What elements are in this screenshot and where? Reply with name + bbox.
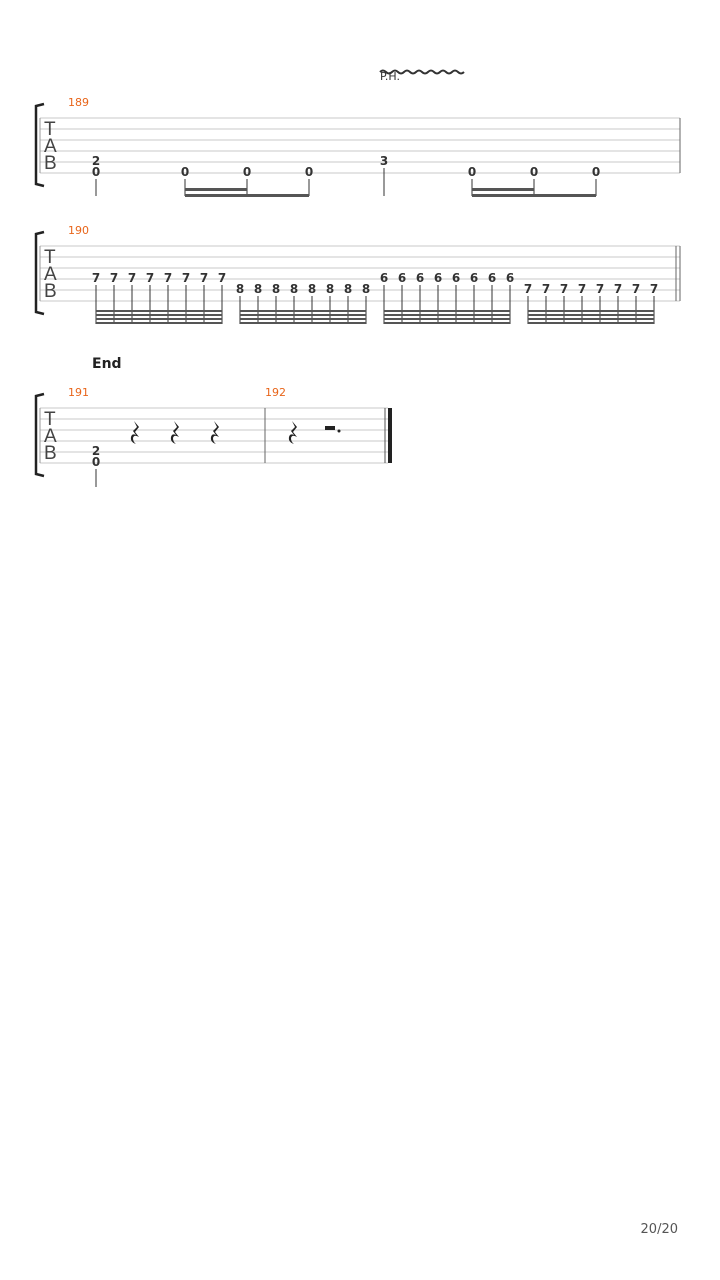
fret-number: 7 <box>127 271 137 285</box>
fret-number: 7 <box>595 282 605 296</box>
fret-number: 6 <box>469 271 479 285</box>
fret-number: 0 <box>91 455 101 469</box>
staff-system-1 <box>36 96 680 197</box>
tab-clef-b: B <box>44 281 57 302</box>
fret-number: 0 <box>242 165 252 179</box>
fret-number: 6 <box>451 271 461 285</box>
fret-number: 6 <box>487 271 497 285</box>
fret-number: 7 <box>181 271 191 285</box>
fret-number: 8 <box>307 282 317 296</box>
fret-number: 7 <box>145 271 155 285</box>
notes-bar-190-group-2 <box>236 282 370 296</box>
fret-number: 0 <box>304 165 314 179</box>
notes-bar-190-group-3 <box>380 271 514 285</box>
fret-number: 8 <box>343 282 353 296</box>
section-marker-end: End <box>92 356 122 372</box>
fret-number: 7 <box>631 282 641 296</box>
fret-number: 8 <box>361 282 371 296</box>
fret-number: 2 <box>91 154 101 168</box>
fret-number: 0 <box>91 165 101 179</box>
fret-number: 7 <box>559 282 569 296</box>
fret-number: 7 <box>217 271 227 285</box>
fret-number: 0 <box>591 165 601 179</box>
fret-number: 6 <box>379 271 389 285</box>
dotted-half-rest-icon <box>325 426 341 433</box>
fret-number: 7 <box>541 282 551 296</box>
fret-number: 7 <box>613 282 623 296</box>
fret-number: 7 <box>91 271 101 285</box>
fret-number: 2 <box>91 444 101 458</box>
tab-clef-a: A <box>44 136 57 157</box>
fret-number: 6 <box>415 271 425 285</box>
fret-number: 3 <box>379 154 389 168</box>
fret-number: 6 <box>505 271 515 285</box>
bar-number-191: 191 <box>68 386 89 399</box>
bar-number-189: 189 <box>68 96 89 109</box>
notes-bar-190-group-1 <box>92 271 226 285</box>
fret-number: 8 <box>271 282 281 296</box>
staff-system-3 <box>36 386 392 487</box>
fret-number: 7 <box>649 282 659 296</box>
tab-clef-a: A <box>44 426 57 447</box>
tab-clef-b: B <box>44 153 57 174</box>
fret-number: 8 <box>253 282 263 296</box>
fret-number: 8 <box>289 282 299 296</box>
fret-number: 0 <box>467 165 477 179</box>
fret-number: 7 <box>577 282 587 296</box>
fret-number: 0 <box>180 165 190 179</box>
tab-clef-t: T <box>44 409 56 430</box>
tab-clef-t: T <box>44 119 56 140</box>
stems-bar-189 <box>96 168 596 196</box>
final-barline-thick <box>388 408 392 463</box>
palm-mute-label: P.H. <box>380 70 400 83</box>
fret-number: 6 <box>397 271 407 285</box>
tab-clef-t: T <box>44 247 56 268</box>
notes-bar-189 <box>92 154 600 179</box>
tab-clef-b: B <box>44 443 57 464</box>
staff-lines <box>40 118 680 173</box>
staff-system-2 <box>36 224 680 324</box>
beams-bar-190 <box>96 310 654 324</box>
fret-number: 7 <box>109 271 119 285</box>
fret-number: 7 <box>199 271 209 285</box>
tab-clef-a: A <box>44 264 57 285</box>
bar-number-192: 192 <box>265 386 286 399</box>
fret-number: 0 <box>529 165 539 179</box>
bar-number-190: 190 <box>68 224 89 237</box>
page-number: 20/20 <box>640 1222 678 1237</box>
notes-bar-190-group-4 <box>524 282 658 296</box>
notes-bar-191 <box>92 444 100 487</box>
fret-number: 7 <box>163 271 173 285</box>
fret-number: 6 <box>433 271 443 285</box>
fret-number: 7 <box>523 282 533 296</box>
fret-number: 8 <box>325 282 335 296</box>
fret-number: 8 <box>235 282 245 296</box>
